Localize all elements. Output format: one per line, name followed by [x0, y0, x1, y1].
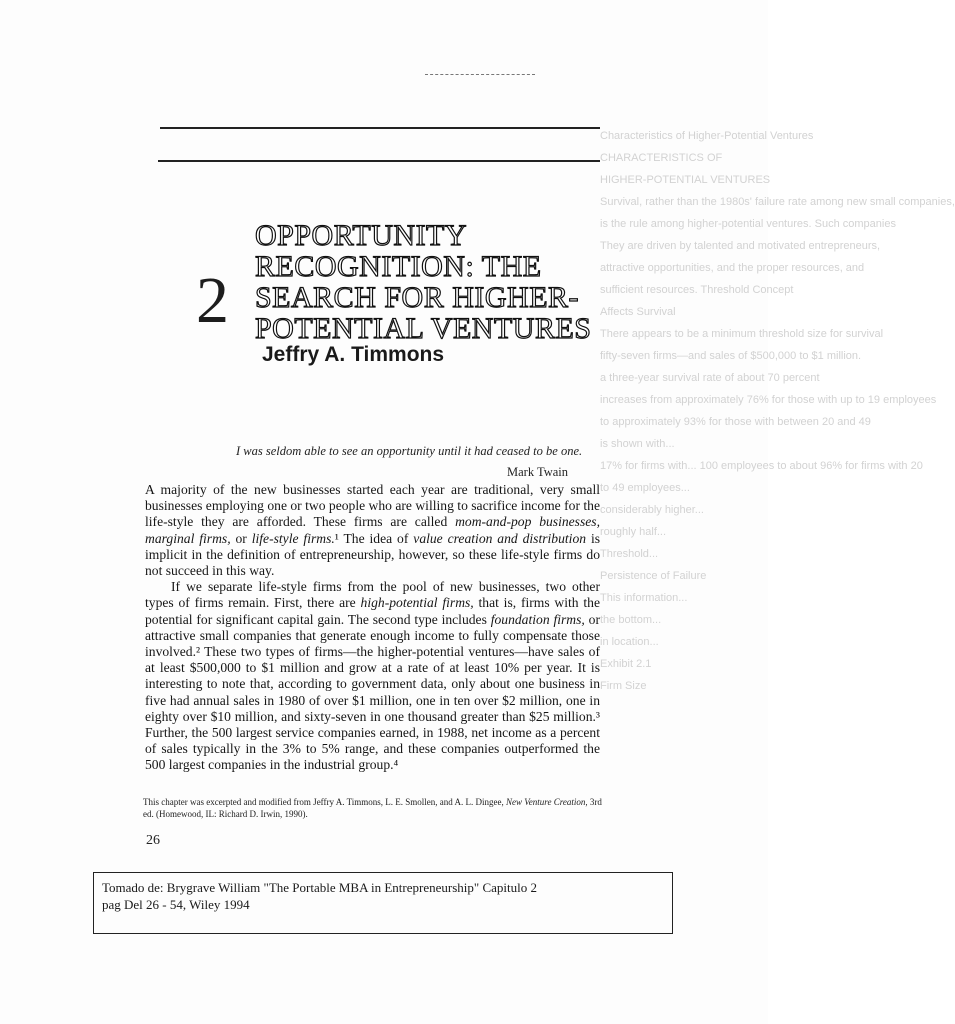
chapter-body: [145, 482, 600, 774]
body-paragraph: A majority of the new businesses started each year are traditional, very small businesses employing one or two people who are willing to sacrifice income for the life-style they are afforded. These firms are called mom-and-pop businesses, marginal firms, or life-style firms.¹ The idea of value creation and distribution is implicit in the definition of entrepreneurship, however, so these life-style firms do not succeed in this way.: [145, 482, 601, 579]
citation-box: [93, 872, 673, 934]
scan-speckle: [425, 74, 535, 79]
chapter-title: [255, 220, 595, 344]
citation-line: Tomado de: Brygrave William "The Portable MBA in Entrepreneurship" Capitulo 2: [102, 880, 537, 895]
chapter-author: Jeffry A. Timmons: [262, 343, 445, 366]
chapter-title-line: POTENTIAL VENTURES: [255, 312, 592, 345]
epigraph-attribution: Mark Twain: [507, 465, 569, 479]
epigraph-quote: I was seldom able to see an opportunity until it had ceased to be one.: [236, 444, 583, 458]
body-paragraph: If we separate life-style firms from the pool of new businesses, two other types of firms remain. First, there are high-potential firms, that is, firms with the potential for significant capital gain. The second type includes foundation firms, or attractive small companies that generate enough income to fully compensate those involved.² These two types of firms—the higher-potential ventures—have sales of at least $500,000 to $1 million and grow at a rate of at least 10% per year. It is interesting to note that, according to government data, only about one business in five had annual sales in 1980 of over $1 million, one in ten over $2 million, one in eighty over $10 million, and sixty-seven in one thousand greater than $25 million.³ Further, the 500 largest service companies earned, in 1988, net income as a percent of sales typically in the 3% to 5% range, and these companies outperformed the 500 largest companies in the industrial group.⁴: [145, 579, 601, 773]
bleed-through-text: Characteristics of Higher-Potential Ventures CHARACTERISTICS OF HIGHER-POTENTIAL VENTURES Survival, rather than the 1980s' failure rate among new small companies, is the rule among higher-potential ventures. Such companies They are driven by talented and motivated entrepreneurs, attractive opportunities, and the proper resources, and sufficient resources. Threshold Concept Affects Survival There appears to be a minimum threshold size for survival fifty-seven firms—and sales of $500,000 to $1 million. a three-year survival rate of about 70 percent increases from approximately 76% for those with up to 19 employees to approximately 93% for those with between 20 and 49 is shown with... 17% for firms with... 100 employees to about 96% for firms with 20 to 49 employees... considerably higher... roughly half... Threshold... Persistence of Failure This information... the bottom... in location... Exhibit 2.1 Firm Size: [600, 130, 955, 692]
source-footnote: This chapter was excerpted and modified from Jeffry A. Timmons, L. E. Smollen, and A. L. Dingee, New Venture Creation, 3rd ed. (Homewood, IL: Richard D. Irwin, 1990).: [143, 797, 602, 819]
header-rule-bottom: [158, 160, 600, 162]
chapter-title-line: RECOGNITION: THE: [255, 250, 542, 283]
citation-line: pag Del 26 - 54, Wiley 1994: [102, 897, 250, 912]
chapter-title-line: SEARCH FOR HIGHER-: [255, 281, 580, 314]
header-rule-top: [160, 127, 600, 129]
chapter-number: 2: [196, 264, 229, 337]
chapter-title-line: OPPORTUNITY: [255, 219, 468, 252]
page-number: 26: [146, 833, 160, 848]
